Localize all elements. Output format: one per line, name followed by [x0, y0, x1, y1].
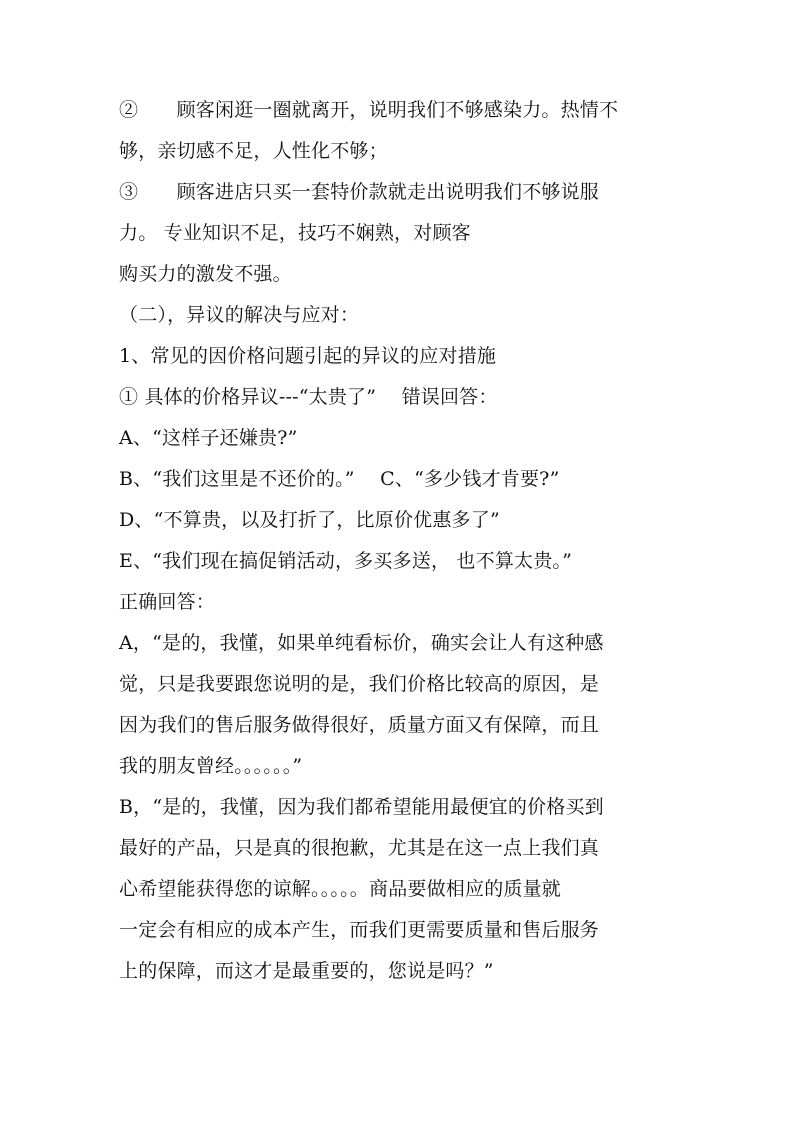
- text-line: 一定会有相应的成本产生，而我们更需要质量和售后服务: [119, 919, 600, 941]
- text-line: A，“是的，我懂，如果单纯看标价，确实会让人有这种感: [119, 632, 604, 654]
- text-line: 购买力的激发不强。: [119, 263, 292, 285]
- text-line: 我的朋友曾经。。。。。。”: [119, 755, 303, 777]
- text-line: B，“是的，我懂，因为我们都希望能用最便宜的价格买到: [119, 796, 604, 818]
- text-line: 心希望能获得您的谅解。。。。。商品要做相应的质量就: [119, 878, 562, 900]
- text-line: 够，亲切感不足，人性化不够；: [119, 140, 388, 162]
- text-line: 正确回答：: [119, 591, 216, 613]
- section-heading: （二），异议的解决与应对：: [119, 304, 360, 326]
- text-line: 觉，只是我要跟您说明的是，我们价格比较高的原因，是: [119, 673, 600, 695]
- text-line: 力。 专业知识不足，技巧不娴熟，对顾客: [119, 222, 471, 244]
- text-line: B、“我们这里是不还价的。” C、“多少钱才肯要?”: [119, 468, 560, 490]
- text-line: 最好的产品，只是真的很抱歉，尤其是在这一点上我们真: [119, 837, 600, 859]
- text-line: 因为我们的售后服务做得很好，质量方面又有保障，而且: [119, 714, 600, 736]
- text-line: 上的保障，而这才是最重要的，您说是吗？”: [119, 960, 494, 982]
- text-line: ① 具体的价格异议---“太贵了” 错误回答：: [119, 386, 498, 408]
- text-line: A、“这样子还嫌贵?”: [119, 427, 298, 449]
- text-line: E、“我们现在搞促销活动，多买多送， 也不算太贵。”: [119, 550, 573, 572]
- subsection-heading: 1、常见的因价格问题引起的异议的应对措施: [119, 345, 497, 367]
- text-line: ② 顾客闲逛一圈就离开，说明我们不够感染力。热情不: [119, 99, 619, 121]
- document-body: [119, 90, 679, 992]
- text-line: ③ 顾客进店只买一套特价款就走出说明我们不够说服: [119, 181, 600, 203]
- text-line: D、“不算贵，以及打折了，比原价优惠多了”: [119, 509, 500, 531]
